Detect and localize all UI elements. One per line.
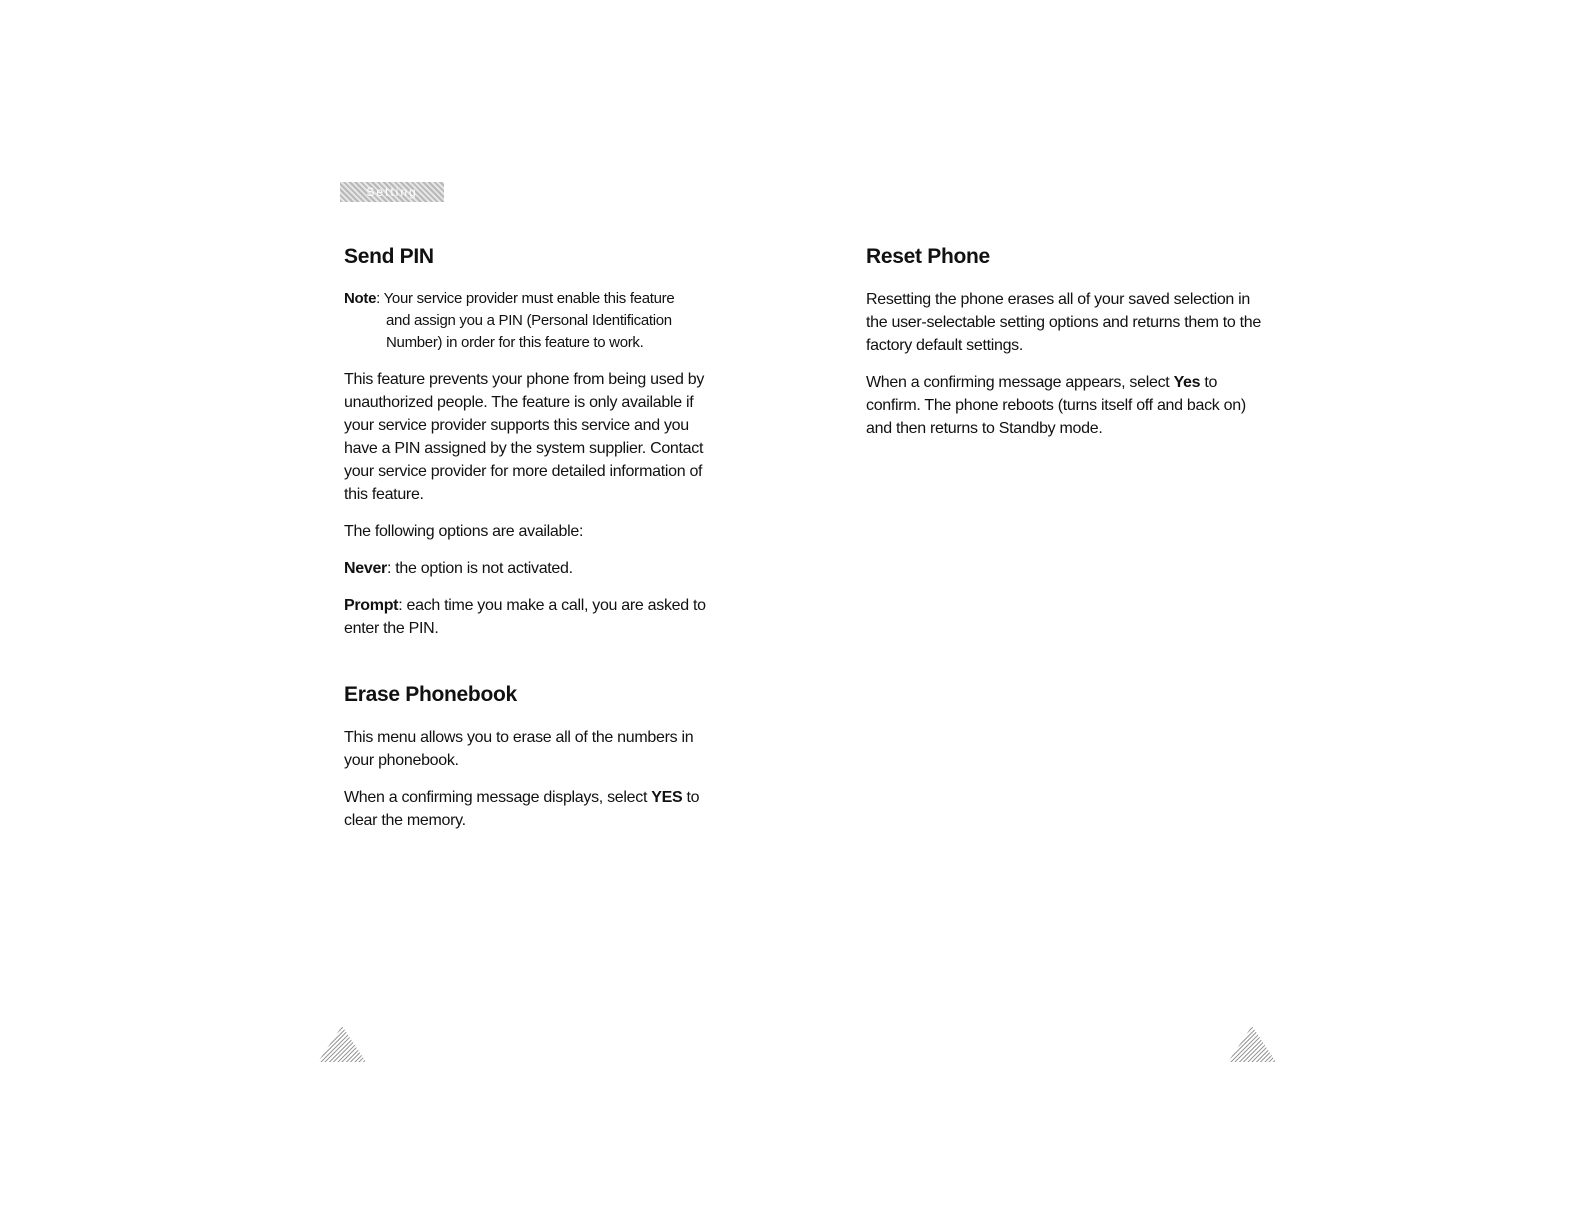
reset-phone-section xyxy=(866,244,1266,440)
section-header-label: Setting xyxy=(366,185,418,199)
note-line-3: Number) in order for this feature to work. xyxy=(386,334,644,351)
erase-phonebook-description: This menu allows you to erase all of the numbers in your phonebook. xyxy=(344,729,694,769)
option-prompt-text: : each time you make a call, you are asked to enter the PIN. xyxy=(344,597,706,637)
option-never xyxy=(344,557,724,580)
erase-phonebook-section xyxy=(344,682,724,832)
page-marker-right-icon xyxy=(1228,1026,1276,1062)
page-marker-left-icon xyxy=(318,1026,366,1062)
option-prompt-label: Prompt xyxy=(344,597,399,614)
erase-confirm-pre: When a confirming message displays, select xyxy=(344,789,652,806)
send-pin-note xyxy=(344,288,724,354)
reset-phone-description: Resetting the phone erases all of your saved selection in the user-selectable setting options and returns them to the factory default settings. xyxy=(866,291,1261,354)
send-pin-title: Send PIN xyxy=(344,245,434,268)
erase-confirm-yes: YES xyxy=(651,789,683,806)
reset-confirm-pre: When a confirming message appears, select xyxy=(866,374,1174,391)
right-column xyxy=(866,244,1266,454)
option-prompt xyxy=(344,594,724,640)
erase-phonebook-title: Erase Phonebook xyxy=(344,683,517,706)
left-column xyxy=(344,244,724,846)
reset-phone-confirm xyxy=(866,371,1266,440)
reset-phone-title: Reset Phone xyxy=(866,245,990,268)
erase-phonebook-confirm xyxy=(344,786,724,832)
reset-confirm-yes: Yes xyxy=(1173,374,1201,391)
erase-confirm-post: to clear the memory. xyxy=(344,789,700,829)
send-pin-description: This feature prevents your phone from being used by unauthorized people. The feature is only available if your service provider supports this service and you have a PIN assigned by the system supplier. Contact your service provider for more detailed information of this feature. xyxy=(344,371,705,503)
reset-confirm-post: to confirm. The phone reboots (turns itself off and back on) and then returns to Standby mode. xyxy=(866,374,1246,437)
send-pin-section xyxy=(344,244,724,640)
note-label: Note xyxy=(344,290,377,307)
note-line-2: and assign you a PIN (Personal Identification xyxy=(386,312,672,329)
section-header-tab xyxy=(340,182,444,202)
note-line-1: : Your service provider must enable this feature xyxy=(376,290,675,307)
option-never-label: Never xyxy=(344,560,387,577)
option-never-text: : the option is not activated. xyxy=(386,560,573,577)
send-pin-options-intro: The following options are available: xyxy=(344,523,584,540)
